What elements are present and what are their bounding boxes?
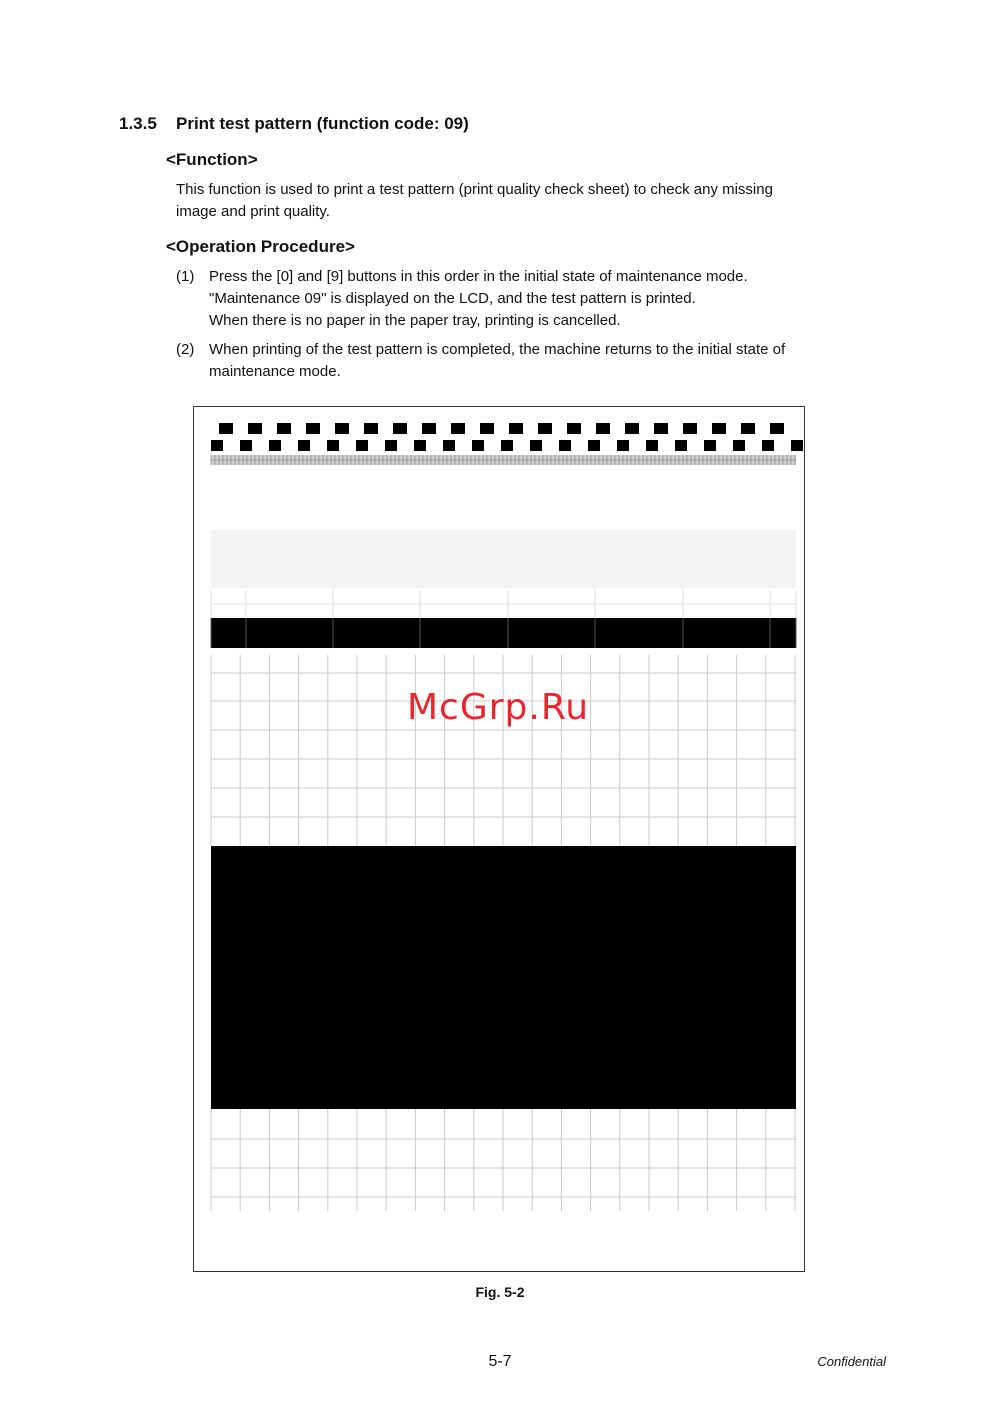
test-pattern-image	[194, 407, 804, 1271]
checker-square	[625, 423, 639, 434]
black-stripe-band	[211, 618, 796, 648]
checker-square	[306, 423, 320, 434]
checker-square	[443, 440, 455, 451]
step-text	[209, 266, 869, 332]
checker-square	[298, 440, 310, 451]
checker-square	[675, 440, 687, 451]
checker-square	[509, 423, 523, 434]
checker-square	[472, 440, 484, 451]
section-title: Print test pattern (function code: 09)	[176, 114, 469, 133]
checker-square	[617, 440, 629, 451]
function-line: This function is used to print a test pattern (print quality check sheet) to check any missing	[176, 181, 773, 198]
checker-square	[335, 423, 349, 434]
checker-square	[733, 440, 745, 451]
watermark-text: McGrp.Ru	[407, 687, 590, 728]
checker-square	[567, 423, 581, 434]
checker-square	[219, 423, 233, 434]
figure-caption: Fig. 5-2	[475, 1284, 525, 1300]
checker-square	[501, 440, 513, 451]
checker-square	[277, 423, 291, 434]
step-line: When printing of the test pattern is completed, the machine returns to the initial state of	[209, 341, 786, 358]
checker-square	[269, 440, 281, 451]
checker-row-top	[219, 423, 784, 434]
checker-square	[240, 440, 252, 451]
checker-square	[770, 423, 784, 434]
checker-square	[712, 423, 726, 434]
checker-square	[327, 440, 339, 451]
step-line: maintenance mode.	[209, 363, 341, 380]
step-line: "Maintenance 09" is displayed on the LCD, and the test pattern is printed.	[209, 290, 696, 307]
checker-square	[741, 423, 755, 434]
checker-square	[646, 440, 658, 451]
checker-row-bottom	[211, 440, 803, 451]
checker-square	[762, 440, 774, 451]
step-text	[209, 339, 869, 383]
checker-square	[480, 423, 494, 434]
solid-black-block	[211, 846, 796, 1109]
test-pattern-figure	[193, 406, 805, 1272]
grid-area-upper	[211, 655, 796, 846]
procedure-heading: <Operation Procedure>	[166, 237, 355, 256]
section-heading	[119, 114, 469, 134]
checker-square	[588, 440, 600, 451]
checker-square	[538, 423, 552, 434]
checker-square	[451, 423, 465, 434]
section-number: 1.3.5	[119, 114, 157, 133]
light-halftone-band	[211, 530, 796, 588]
step-number: (1)	[176, 268, 195, 285]
step-number: (2)	[176, 341, 195, 358]
checker-square	[596, 423, 610, 434]
step-line: When there is no paper in the paper tray, printing is cancelled.	[209, 312, 621, 329]
checker-square	[385, 440, 397, 451]
checker-square	[248, 423, 262, 434]
page-number: 5-7	[488, 1353, 512, 1370]
checker-square	[683, 423, 697, 434]
checker-square	[791, 440, 803, 451]
function-heading: <Function>	[166, 150, 258, 169]
checker-square	[530, 440, 542, 451]
checker-square	[211, 440, 223, 451]
function-line: image and print quality.	[176, 203, 330, 220]
checker-square	[704, 440, 716, 451]
checker-square	[393, 423, 407, 434]
checker-square	[559, 440, 571, 451]
grid-area-lower	[211, 1109, 796, 1211]
checker-square	[422, 423, 436, 434]
checker-square	[414, 440, 426, 451]
checker-square	[364, 423, 378, 434]
confidential-label: Confidential	[817, 1354, 886, 1369]
checker-square	[654, 423, 668, 434]
step-line: Press the [0] and [9] buttons in this order in the initial state of maintenance mode.	[209, 268, 748, 285]
checker-square	[356, 440, 368, 451]
function-description	[176, 179, 876, 223]
